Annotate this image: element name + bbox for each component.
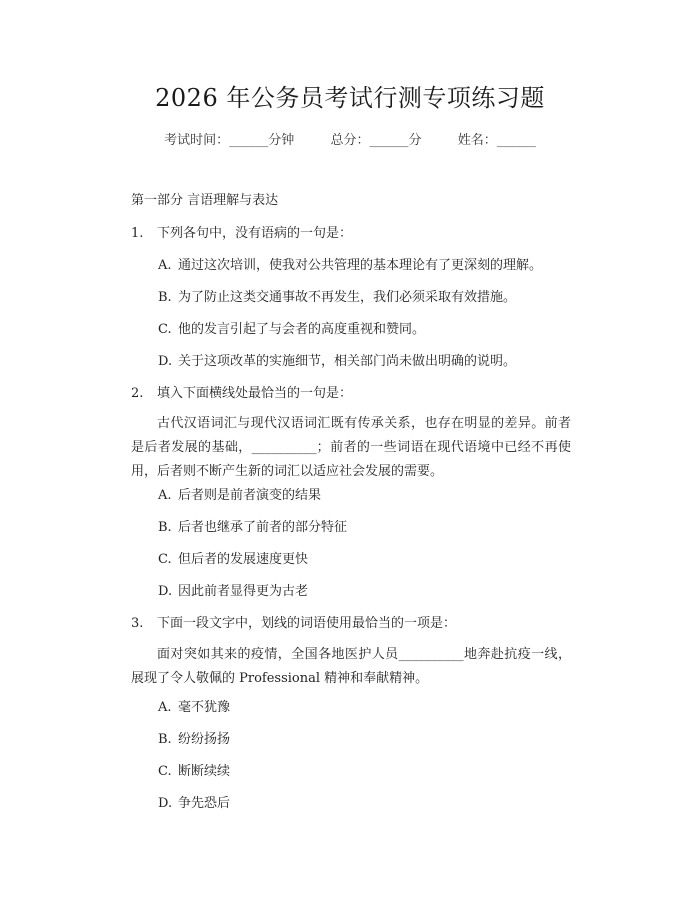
- question-stem: 下列各句中，没有语病的一句是：: [157, 226, 353, 241]
- option-1a: [158, 256, 542, 276]
- score-blank: ______: [369, 133, 409, 148]
- option-letter: D.: [158, 584, 173, 599]
- option-3d: [158, 794, 230, 814]
- score-unit: 分: [408, 133, 422, 148]
- question-passage: 面对突如其来的疫情，全国各地医护人员__________地奔赴抗疫一线，展现了令人敬佩的 Professional 精神和奉献精神。: [131, 647, 571, 686]
- question-stem: 填入下面横线处最恰当的一句是：: [157, 386, 353, 401]
- time-label: 考试时间：: [164, 133, 230, 148]
- option-3a: [158, 698, 230, 718]
- option-letter: A.: [158, 488, 172, 503]
- option-text: 关于这项改革的实施细节，相关部门尚未做出明确的说明。: [178, 354, 517, 369]
- option-text: 后者则是前者演变的结果: [178, 488, 322, 503]
- option-2a: [158, 486, 321, 506]
- option-3c: [158, 762, 230, 782]
- option-letter: C.: [158, 322, 172, 337]
- option-text: 为了防止这类交通事故不再发生，我们必须采取有效措施。: [178, 290, 517, 305]
- question-number: 1.: [131, 226, 144, 241]
- option-letter: C.: [158, 764, 172, 779]
- option-text: 纷纷扬扬: [178, 732, 231, 747]
- time-unit: 分钟: [268, 133, 295, 148]
- option-letter: B.: [158, 520, 172, 535]
- option-letter: A.: [158, 258, 172, 273]
- name-label: 姓名：: [457, 133, 497, 148]
- question-3: [131, 614, 456, 634]
- option-3b: [158, 730, 230, 750]
- option-text: 通过这次培训，使我对公共管理的基本理论有了更深刻的理解。: [178, 258, 543, 273]
- option-text: 争先恐后: [178, 796, 231, 811]
- question-number: 2.: [131, 386, 144, 401]
- option-text: 因此前者显得更为古老: [178, 584, 309, 599]
- section-heading: 第一部分 言语理解与表达: [131, 193, 279, 208]
- page-title: 2026 年公务员考试行测专项练习题: [155, 84, 545, 112]
- option-text: 毫不犹豫: [178, 700, 231, 715]
- option-2d: [158, 582, 308, 602]
- option-text: 但后者的发展速度更快: [178, 552, 309, 567]
- time-blank: ______: [229, 133, 269, 148]
- option-2c: [158, 550, 308, 570]
- option-letter: D.: [158, 796, 173, 811]
- option-text: 他的发言引起了与会者的高度重视和赞同。: [178, 322, 426, 337]
- question-stem: 下面一段文字中，划线的词语使用最恰当的一项是：: [157, 616, 457, 631]
- question-number: 3.: [131, 616, 144, 631]
- option-letter: A.: [158, 700, 172, 715]
- option-1b: [158, 288, 516, 308]
- question-1: [131, 224, 352, 244]
- question-2: [131, 384, 352, 404]
- option-letter: B.: [158, 290, 172, 305]
- name-blank: ______: [496, 133, 536, 148]
- option-1c: [158, 320, 425, 340]
- score-label: 总分：: [330, 133, 370, 148]
- option-letter: D.: [158, 354, 173, 369]
- exam-meta-line: [0, 131, 700, 151]
- option-text: 后者也继承了前者的部分特征: [178, 520, 348, 535]
- option-letter: B.: [158, 732, 172, 747]
- option-text: 断断续续: [178, 764, 231, 779]
- option-2b: [158, 518, 347, 538]
- option-letter: C.: [158, 552, 172, 567]
- option-1d: [158, 352, 516, 372]
- question-passage: 古代汉语词汇与现代汉语词汇既有传承关系，也存在明显的差异。前者是后者发展的基础，__________；前者的一些词语在现代语境中已经不再使用，后者则不断产生新的词汇以适应社会发展的需要。: [131, 416, 571, 479]
